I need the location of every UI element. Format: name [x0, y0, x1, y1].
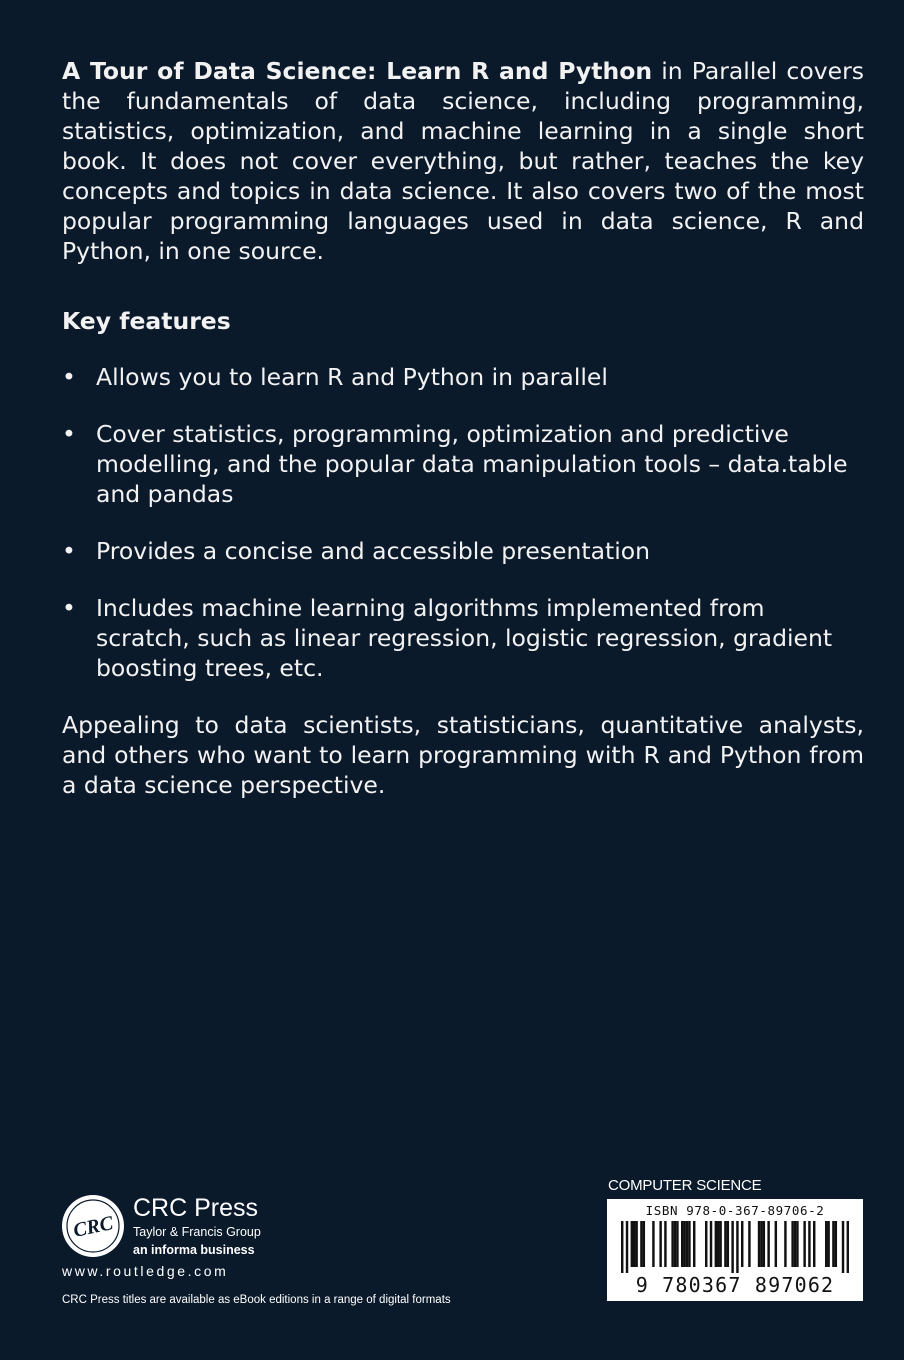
publisher-parent: an informa business: [133, 1243, 255, 1257]
barcode-bar: [760, 1221, 762, 1267]
barcode-bar: [784, 1221, 786, 1267]
barcode-bar: [775, 1221, 777, 1267]
barcode-bar: [767, 1221, 769, 1267]
crc-logo-text: CRC: [71, 1212, 116, 1242]
barcode-bar: [659, 1221, 661, 1267]
barcode-bar: [643, 1221, 645, 1267]
barcode-bar: [832, 1221, 834, 1267]
barcode-bar: [748, 1221, 750, 1267]
barcode-bar: [676, 1221, 678, 1267]
feature-item: [62, 419, 864, 509]
intro-text: in Parallel covers the fundamentals of data science, including programming, statistics, optimization, and machine learning in a single short book. It does not cover everything, but rather, teaches the key concepts and topics in data science. It also covers two of the most popular programming languages used in data science, R and Python, in one source.: [62, 57, 864, 265]
bullet-icon: •: [62, 420, 76, 448]
barcode-bar: [847, 1221, 849, 1273]
feature-text: Provides a concise and accessible presentation: [96, 537, 651, 565]
barcode-bar: [719, 1221, 721, 1267]
barcode-bar: [686, 1221, 688, 1267]
feature-text: Cover statistics, programming, optimization and predictive modelling, and the popular data manipulation tools – data.table and pandas: [96, 420, 848, 508]
barcode-bar: [763, 1221, 765, 1267]
ebook-note: CRC Press titles are available as eBook editions in a range of digital formats: [62, 1294, 451, 1306]
bullet-icon: •: [62, 537, 76, 565]
barcode-bar: [758, 1221, 760, 1267]
barcode-bar: [664, 1221, 666, 1267]
barcode-bar: [705, 1221, 707, 1267]
barcode-bar: [794, 1221, 796, 1267]
cover-text: [62, 56, 864, 800]
key-features-heading: Key features: [62, 307, 231, 335]
barcode-bar: [791, 1221, 793, 1267]
barcode-bar: [842, 1221, 844, 1273]
barcode-bar: [640, 1221, 642, 1267]
barcode-bar: [715, 1221, 717, 1267]
barcode-bar: [803, 1221, 805, 1267]
barcode-bar: [635, 1221, 637, 1267]
barcode-bar: [724, 1221, 726, 1267]
publisher-group: Taylor & Francis Group: [133, 1225, 261, 1239]
barcode-bar: [825, 1221, 827, 1267]
book-title: A Tour of Data Science: Learn R and Python: [62, 57, 653, 85]
barcode-bar: [626, 1221, 628, 1273]
barcode-bar: [731, 1221, 733, 1273]
barcode-bar: [683, 1221, 685, 1267]
barcode-bar: [796, 1221, 798, 1267]
bullet-icon: •: [62, 594, 76, 622]
feature-text: Includes machine learning algorithms implemented from scratch, such as linear regression, logistic regression, gradient boosting trees, etc.: [96, 594, 833, 682]
barcode-bar: [741, 1221, 743, 1267]
barcode-bar: [681, 1221, 683, 1267]
isbn-barcode: [607, 1199, 863, 1301]
barcode-bar: [813, 1221, 815, 1267]
barcode-bars: [621, 1221, 849, 1273]
barcode-bar: [674, 1221, 676, 1267]
intro-paragraph: [62, 56, 864, 266]
barcode-bar: [652, 1221, 654, 1267]
barcode-bar: [633, 1221, 635, 1267]
isbn-label: ISBN 978-0-367-89706-2: [645, 1203, 825, 1218]
barcode-bar: [808, 1221, 810, 1267]
barcode-bar: [727, 1221, 729, 1267]
feature-item: [62, 362, 864, 392]
barcode-bar: [631, 1221, 633, 1267]
barcode-bar: [835, 1221, 837, 1267]
barcode-bar: [693, 1221, 695, 1267]
ean-digits: 9 780367 897062: [635, 1273, 835, 1297]
bullet-icon: •: [62, 363, 76, 391]
feature-item: [62, 593, 864, 683]
barcode-bar: [621, 1221, 623, 1273]
feature-item: [62, 536, 864, 566]
barcode-bar: [671, 1221, 673, 1267]
feature-text: Allows you to learn R and Python in parallel: [96, 363, 608, 391]
closing-paragraph: Appealing to data scientists, statisticians, quantitative analysts, and others who want to learn programming with R and Python from a data science perspective.: [62, 711, 864, 799]
subject-category: COMPUTER SCIENCE: [608, 1177, 762, 1194]
key-features-list: [62, 362, 864, 683]
crc-logo-icon: [62, 1195, 124, 1257]
publisher-block: [62, 1192, 482, 1322]
barcode-bar: [688, 1221, 690, 1267]
barcode-bar: [717, 1221, 719, 1267]
publisher-name: CRC Press: [133, 1194, 259, 1222]
barcode-bar: [736, 1221, 738, 1273]
publisher-url: www.routledge.com: [62, 1263, 229, 1279]
barcode-bar: [827, 1221, 829, 1267]
barcode-bar: [710, 1221, 712, 1267]
